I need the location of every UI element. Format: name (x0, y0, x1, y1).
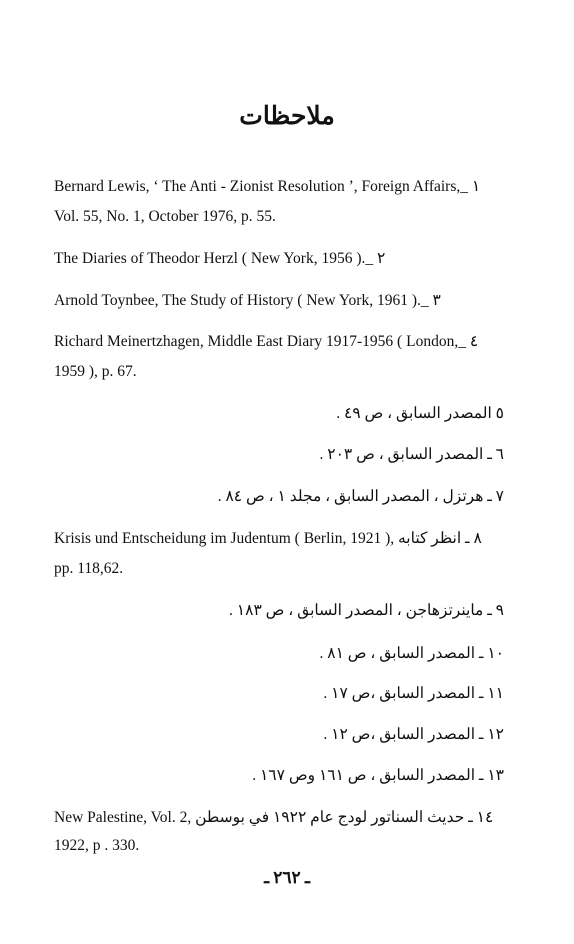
note-6-text: المصدر السابق ، ص ٢٠٣ . (319, 446, 484, 463)
note-1 (54, 177, 504, 197)
note-3-text: Arnold Toynbee, The Study of History ( New York, 1961 )._ (54, 292, 429, 309)
note-13-number: ١٣ ـ (478, 767, 504, 784)
note-8-arabic: انظر كتابه (397, 530, 462, 547)
note-12 (323, 725, 504, 745)
note-3 (54, 291, 504, 311)
note-7 (218, 487, 504, 507)
note-14 (54, 808, 504, 828)
note-11-number: ١١ ـ (478, 685, 504, 702)
note-6 (320, 445, 504, 465)
note-14-continuation: 1922, p . 330. (54, 837, 140, 854)
note-12-text: المصدر السابق ،ص ١٢ . (323, 726, 476, 743)
note-14-text: New Palestine, Vol. 2, (54, 809, 192, 826)
page-title: ملاحظات (239, 103, 335, 130)
note-5 (336, 404, 504, 424)
note-4-text: Richard Meinertzhagen, Middle East Diary 1917-1956 ( London,_ (54, 333, 466, 350)
note-7-text: هرتزل ، المصدر السابق ، مجلد ١ ، ص ٨٤ . (217, 488, 484, 505)
note-10 (320, 644, 504, 664)
note-2-text: The Diaries of Theodor Herzl ( New York, 1956 )._ (54, 250, 374, 267)
note-2 (54, 249, 504, 269)
note-8-text: Krisis und Entscheidung im Judentum ( Berlin, 1921 ), (54, 530, 395, 547)
note-6-number: ٦ ـ (487, 446, 504, 463)
note-2-number: ٢ (377, 250, 386, 267)
note-11 (323, 684, 504, 704)
note-10-number: ١٠ ـ (478, 645, 504, 662)
note-5-text: المصدر السابق ، ص ٤٩ . (336, 405, 492, 422)
note-3-number: ٣ (432, 292, 441, 309)
note-10-text: المصدر السابق ، ص ٨١ . (319, 645, 476, 662)
note-11-text: المصدر السابق ،ص ١٧ . (323, 685, 476, 702)
note-4-number: ٤ (469, 333, 479, 350)
note-5-number: ٥ (495, 405, 504, 422)
note-13 (252, 766, 504, 786)
note-1-continuation: Vol. 55, No. 1, October 1976, p. 55. (54, 208, 276, 225)
note-8-number: ٨ ـ (465, 530, 482, 547)
page-number: ـ ٢٦٢ ـ (264, 868, 310, 887)
note-1-text: Bernard Lewis, ‘ The Anti - Zionist Resolution ’, Foreign Affairs,_ (54, 178, 468, 195)
note-7-number: ٧ ـ (487, 488, 504, 505)
note-1-number: ١ (471, 178, 481, 195)
note-14-arabic: حديث السناتور لودج عام ١٩٢٢ في بوسطن (195, 809, 465, 826)
note-8 (54, 529, 504, 549)
note-9-text: ماينرتزهاجن ، المصدر السابق ، ص ١٨٣ . (229, 602, 484, 619)
note-9 (229, 601, 504, 621)
note-13-text: المصدر السابق ، ص ١٦١ وص ١٦٧ . (252, 767, 476, 784)
note-12-number: ١٢ ـ (478, 726, 504, 743)
note-4 (54, 332, 504, 352)
note-4-continuation: 1959 ), p. 67. (54, 363, 137, 380)
note-9-number: ٩ ـ (487, 602, 504, 619)
note-14-number: ١٤ ـ (468, 809, 494, 826)
note-8-continuation: pp. 118,62. (54, 560, 124, 577)
